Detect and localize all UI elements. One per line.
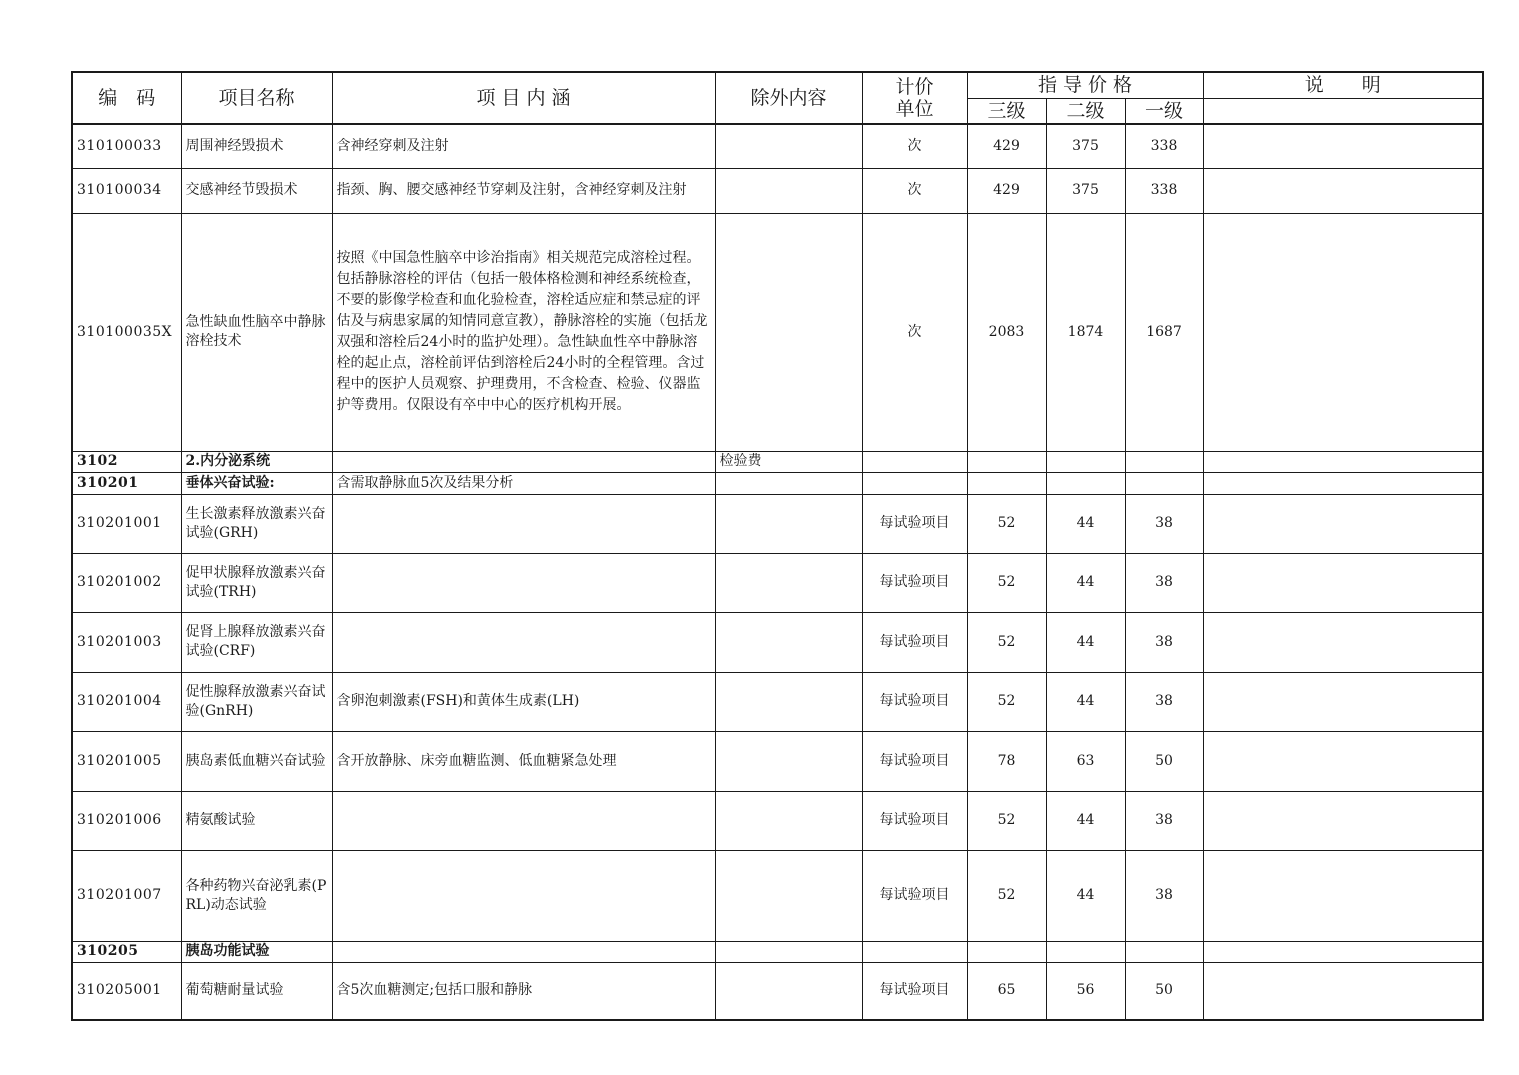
cell-note xyxy=(1203,168,1483,213)
cell-price-level1: 338 xyxy=(1125,124,1203,168)
cell-note xyxy=(1203,850,1483,941)
cell-unit: 每试验项目 xyxy=(862,612,967,672)
cell-price-level3 xyxy=(967,472,1046,494)
cell-price-level1: 38 xyxy=(1125,553,1203,612)
section-row xyxy=(72,941,1483,962)
cell-unit: 每试验项目 xyxy=(862,494,967,553)
cell-name: 交感神经节毁损术 xyxy=(181,168,332,213)
cell-excluded xyxy=(715,124,862,168)
cell-content: 指颈、胸、腰交感神经节穿刺及注射，含神经穿刺及注射 xyxy=(332,168,715,213)
cell-unit xyxy=(862,472,967,494)
cell-code: 310201 xyxy=(72,472,181,494)
cell-price-level3: 52 xyxy=(967,494,1046,553)
cell-note xyxy=(1203,124,1483,168)
cell-excluded xyxy=(715,168,862,213)
cell-content: 含开放静脉、床旁血糖监测、低血糖紧急处理 xyxy=(332,731,715,791)
cell-unit: 次 xyxy=(862,168,967,213)
cell-content xyxy=(332,451,715,472)
cell-price-level2: 375 xyxy=(1046,168,1125,213)
cell-content: 含卵泡刺激素(FSH)和黄体生成素(LH) xyxy=(332,672,715,731)
cell-code: 310205 xyxy=(72,941,181,962)
cell-content: 含5次血糖测定;包括口服和静脉 xyxy=(332,962,715,1020)
cell-unit: 次 xyxy=(862,213,967,451)
cell-price-level1: 1687 xyxy=(1125,213,1203,451)
cell-content xyxy=(332,791,715,850)
cell-name: 生长激素释放激素兴奋试验(GRH) xyxy=(181,494,332,553)
cell-excluded xyxy=(715,941,862,962)
cell-code: 310201005 xyxy=(72,731,181,791)
cell-name: 促性腺释放激素兴奋试验(GnRH) xyxy=(181,672,332,731)
header-unit-line1: 计价 xyxy=(895,76,934,98)
cell-content: 按照《中国急性脑卒中诊治指南》相关规范完成溶栓过程。包括静脉溶栓的评估（包括一般体格检测和神经系统检查，不要的影像学检查和血化验检查，溶栓适应症和禁忌症的评估及与病患家属的知情同意宣教），静脉溶栓的实施（包括龙双强和溶栓后24小时的监护处理）。急性缺血性卒中静脉溶栓的起止点，溶栓前评估到溶栓后24小时的全程管理。含过程中的医护人员观察、护理费用，不含检查、检验、仪器监护等费用。仅限设有卒中中心的医疗机构开展。 xyxy=(332,213,715,451)
cell-name: 各种药物兴奋泌乳素(PRL)动态试验 xyxy=(181,850,332,941)
cell-price-level2: 375 xyxy=(1046,124,1125,168)
cell-code: 310201004 xyxy=(72,672,181,731)
table-row xyxy=(72,672,1483,731)
cell-price-level3 xyxy=(967,451,1046,472)
header-content: 项 目 内 涵 xyxy=(332,72,715,124)
table-row xyxy=(72,731,1483,791)
cell-unit: 每试验项目 xyxy=(862,850,967,941)
cell-code: 310205001 xyxy=(72,962,181,1020)
header-excluded: 除外内容 xyxy=(715,72,862,124)
cell-unit: 每试验项目 xyxy=(862,962,967,1020)
cell-excluded xyxy=(715,731,862,791)
cell-code: 310100034 xyxy=(72,168,181,213)
cell-note xyxy=(1203,791,1483,850)
header-price-group: 指 导 价 格 xyxy=(967,72,1203,98)
cell-code: 310201001 xyxy=(72,494,181,553)
cell-unit: 每试验项目 xyxy=(862,731,967,791)
cell-price-level2: 63 xyxy=(1046,731,1125,791)
cell-price-level1: 38 xyxy=(1125,612,1203,672)
cell-price-level3: 429 xyxy=(967,124,1046,168)
cell-price-level2: 44 xyxy=(1046,791,1125,850)
cell-note xyxy=(1203,672,1483,731)
cell-name: 胰岛素低血糖兴奋试验 xyxy=(181,731,332,791)
header-code: 编 码 xyxy=(72,72,181,124)
cell-code: 310201007 xyxy=(72,850,181,941)
table-row xyxy=(72,962,1483,1020)
cell-note xyxy=(1203,472,1483,494)
cell-code: 310201006 xyxy=(72,791,181,850)
cell-excluded xyxy=(715,213,862,451)
cell-price-level3: 429 xyxy=(967,168,1046,213)
cell-content: 含神经穿刺及注射 xyxy=(332,124,715,168)
table-row xyxy=(72,494,1483,553)
cell-excluded xyxy=(715,472,862,494)
cell-content xyxy=(332,553,715,612)
cell-price-level3: 52 xyxy=(967,672,1046,731)
cell-price-level2 xyxy=(1046,451,1125,472)
cell-note xyxy=(1203,213,1483,451)
cell-price-level1: 50 xyxy=(1125,731,1203,791)
cell-excluded xyxy=(715,553,862,612)
cell-unit xyxy=(862,451,967,472)
header-notes: 说 明 xyxy=(1203,72,1483,98)
cell-content: 含需取静脉血5次及结果分析 xyxy=(332,472,715,494)
cell-unit: 次 xyxy=(862,124,967,168)
cell-price-level1: 38 xyxy=(1125,494,1203,553)
cell-price-level2 xyxy=(1046,941,1125,962)
cell-price-level1: 50 xyxy=(1125,962,1203,1020)
cell-unit: 每试验项目 xyxy=(862,553,967,612)
header-level2: 二级 xyxy=(1046,98,1125,124)
cell-unit: 每试验项目 xyxy=(862,672,967,731)
table-row xyxy=(72,553,1483,612)
header-name: 项目名称 xyxy=(181,72,332,124)
cell-price-level1 xyxy=(1125,451,1203,472)
cell-price-level3 xyxy=(967,941,1046,962)
cell-name: 2.内分泌系统 xyxy=(181,451,332,472)
table-row xyxy=(72,213,1483,451)
cell-price-level1: 38 xyxy=(1125,672,1203,731)
cell-name: 胰岛功能试验 xyxy=(181,941,332,962)
cell-price-level2: 56 xyxy=(1046,962,1125,1020)
cell-price-level3: 52 xyxy=(967,850,1046,941)
price-table xyxy=(71,71,1484,1021)
cell-code: 3102 xyxy=(72,451,181,472)
cell-price-level3: 52 xyxy=(967,791,1046,850)
cell-name: 促甲状腺释放激素兴奋试验(TRH) xyxy=(181,553,332,612)
cell-price-level2: 44 xyxy=(1046,553,1125,612)
cell-excluded xyxy=(715,494,862,553)
section-row xyxy=(72,451,1483,472)
section-row xyxy=(72,472,1483,494)
table-row xyxy=(72,168,1483,213)
cell-note xyxy=(1203,612,1483,672)
cell-excluded xyxy=(715,962,862,1020)
cell-price-level3: 78 xyxy=(967,731,1046,791)
table-row xyxy=(72,791,1483,850)
cell-code: 310100033 xyxy=(72,124,181,168)
header-level1: 一级 xyxy=(1125,98,1203,124)
cell-price-level2: 1874 xyxy=(1046,213,1125,451)
cell-excluded xyxy=(715,612,862,672)
header-level3: 三级 xyxy=(967,98,1046,124)
cell-name: 周围神经毁损术 xyxy=(181,124,332,168)
cell-note xyxy=(1203,731,1483,791)
cell-price-level2: 44 xyxy=(1046,494,1125,553)
cell-excluded xyxy=(715,850,862,941)
cell-price-level1: 38 xyxy=(1125,850,1203,941)
cell-name: 垂体兴奋试验: xyxy=(181,472,332,494)
cell-excluded xyxy=(715,791,862,850)
cell-unit xyxy=(862,941,967,962)
cell-price-level1: 38 xyxy=(1125,791,1203,850)
cell-price-level2: 44 xyxy=(1046,612,1125,672)
header-unit-line2: 单位 xyxy=(895,98,934,120)
cell-price-level2: 44 xyxy=(1046,672,1125,731)
cell-price-level3: 52 xyxy=(967,612,1046,672)
table-row xyxy=(72,850,1483,941)
cell-price-level3: 52 xyxy=(967,553,1046,612)
header-unit xyxy=(862,72,967,124)
cell-excluded: 检验费 xyxy=(715,451,862,472)
cell-content xyxy=(332,850,715,941)
cell-note xyxy=(1203,451,1483,472)
cell-excluded xyxy=(715,672,862,731)
cell-price-level3: 2083 xyxy=(967,213,1046,451)
cell-price-level2: 44 xyxy=(1046,850,1125,941)
cell-price-level3: 65 xyxy=(967,962,1046,1020)
cell-price-level1 xyxy=(1125,472,1203,494)
cell-note xyxy=(1203,553,1483,612)
cell-unit: 每试验项目 xyxy=(862,791,967,850)
cell-code: 310201002 xyxy=(72,553,181,612)
cell-name: 急性缺血性脑卒中静脉溶栓技术 xyxy=(181,213,332,451)
header-notes-blank xyxy=(1203,98,1483,124)
cell-note xyxy=(1203,962,1483,1020)
cell-price-level1: 338 xyxy=(1125,168,1203,213)
table-row xyxy=(72,124,1483,168)
cell-code: 310100035X xyxy=(72,213,181,451)
cell-content xyxy=(332,494,715,553)
cell-price-level1 xyxy=(1125,941,1203,962)
cell-name: 精氨酸试验 xyxy=(181,791,332,850)
cell-name: 葡萄糖耐量试验 xyxy=(181,962,332,1020)
cell-content xyxy=(332,941,715,962)
cell-note xyxy=(1203,494,1483,553)
cell-price-level2 xyxy=(1046,472,1125,494)
cell-name: 促肾上腺释放激素兴奋试验(CRF) xyxy=(181,612,332,672)
cell-note xyxy=(1203,941,1483,962)
cell-code: 310201003 xyxy=(72,612,181,672)
table-row xyxy=(72,612,1483,672)
cell-content xyxy=(332,612,715,672)
